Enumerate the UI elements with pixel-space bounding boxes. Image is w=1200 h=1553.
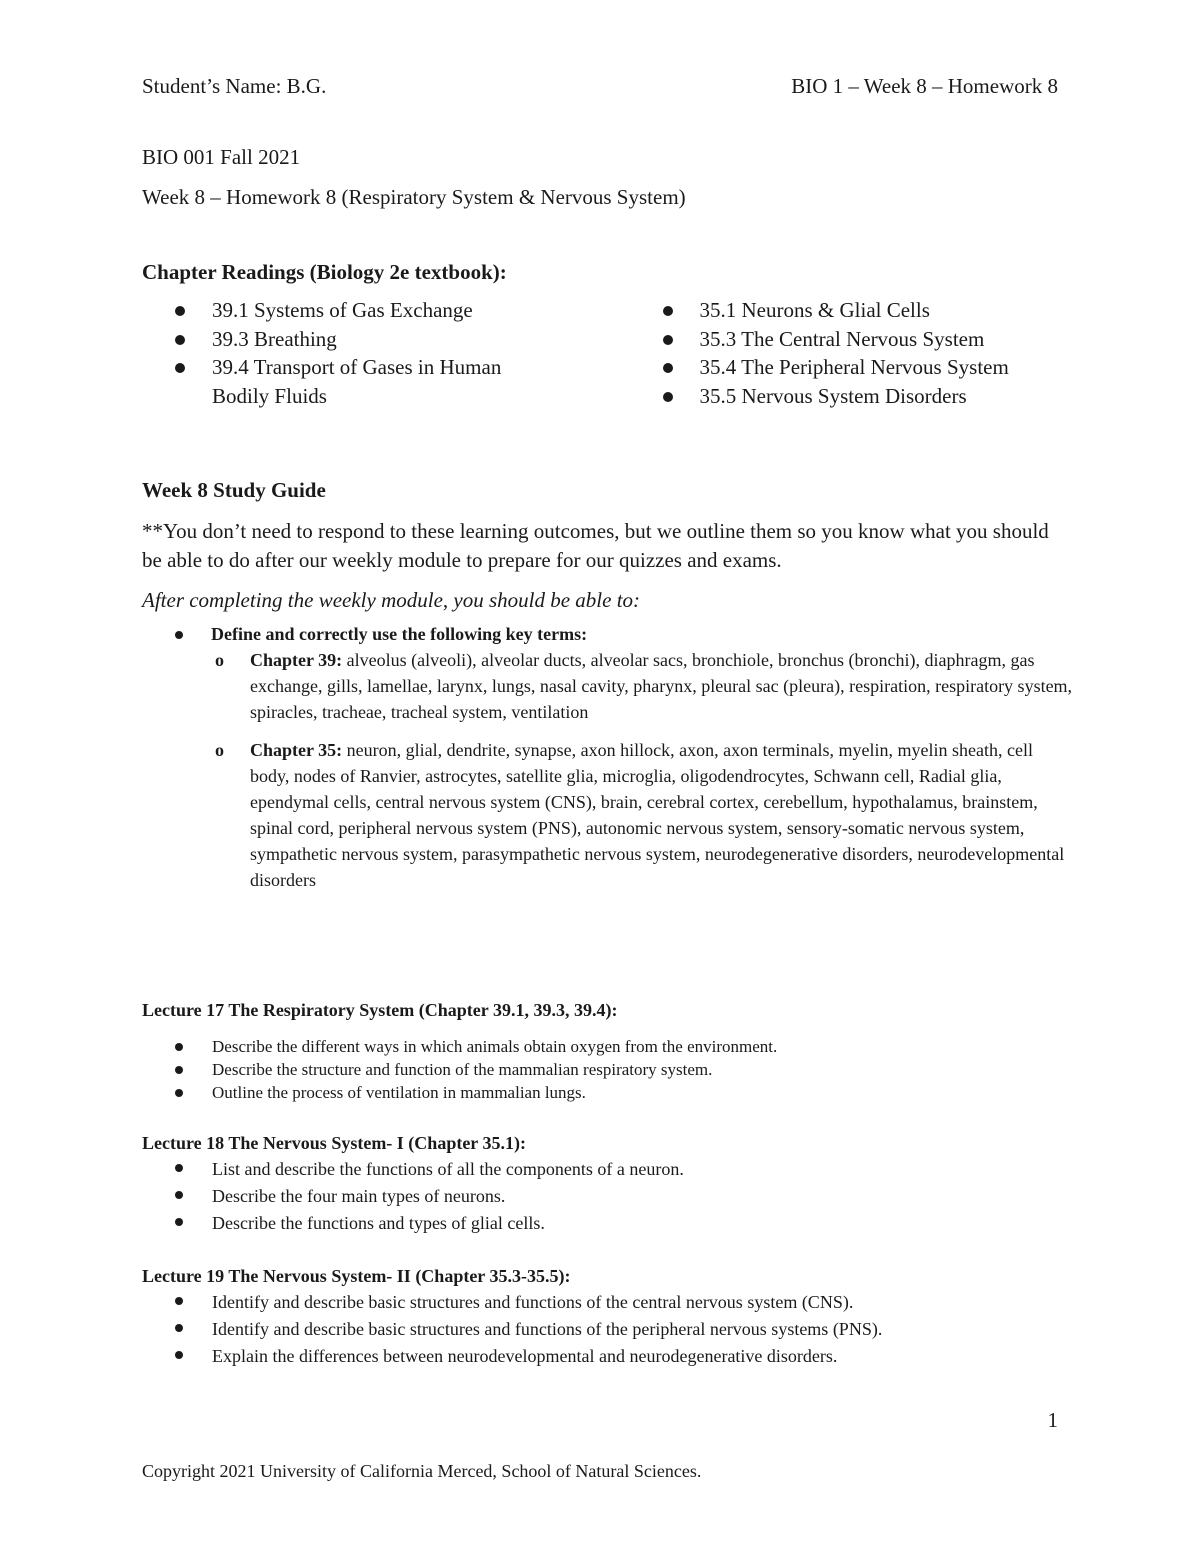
list-item (142, 1183, 1062, 1210)
list-item (142, 1343, 1062, 1370)
reading-item (663, 382, 1073, 411)
list-item (142, 1316, 1062, 1343)
lecture-outcomes (142, 1156, 1062, 1237)
bullet-icon (175, 335, 185, 345)
readings-heading: Chapter Readings (Biology 2e textbook): (142, 260, 507, 284)
outcome-text: Identify and describe basic structures and functions of the central nervous system (CNS). (212, 1292, 854, 1312)
bullet-icon (175, 1351, 183, 1359)
header-student-name: Student’s Name: B.G. (142, 74, 327, 98)
bullet-icon (175, 1066, 183, 1074)
assignment-title: Week 8 – Homework 8 (Respiratory System & Nervous System) (142, 185, 686, 209)
study-guide-note: **You don’t need to respond to these learning outcomes, but we outline them so you know what you should be able to do after our weekly module to prepare for our quizzes and exams. (142, 519, 1049, 572)
outcome-text: Describe the different ways in which animals obtain oxygen from the environment. (212, 1037, 778, 1056)
chapter35-term-list: neuron, glial, dendrite, synapse, axon hillock, axon, axon terminals, myelin, myelin sheath, cell body, nodes of Ranvier, astrocytes, satellite glia, microglia, oligodendrocytes, Schwann cell, Radial glia, ependymal cells, central nervous system (CNS), brain, cerebral cortex, cerebellum, hypothalamus, brainstem, spinal cord, peripheral nervous system (PNS), autonomic nervous system, sensory-somatic nervous system, sympathetic nervous system, parasympathetic nervous system, neurodegenerative disorders, neurodevelopmental disorders (250, 740, 1065, 890)
bullet-icon (175, 1089, 183, 1097)
lecture-title: Lecture 19 The Nervous System- II (Chapter 35.3-35.5): (142, 1266, 571, 1286)
lecture-19-section (142, 1266, 1062, 1370)
list-item (142, 1035, 1062, 1058)
reading-item (175, 353, 546, 410)
bullet-icon (175, 1164, 183, 1172)
bullet-icon (175, 363, 185, 373)
key-terms-section (175, 624, 1075, 893)
header-course-week: BIO 1 – Week 8 – Homework 8 (791, 74, 1058, 98)
outcome-text: Outline the process of ventilation in mammalian lungs. (212, 1083, 586, 1102)
lecture-17-section (142, 1000, 1062, 1104)
study-guide-intro (142, 517, 1062, 615)
reading-item-label: 39.1 Systems of Gas Exchange (212, 298, 473, 322)
page-number: 1 (1047, 1408, 1058, 1432)
chapter39-term-list: alveolus (alveoli), alveolar ducts, alveolar sacs, bronchiole, bronchus (bronchi), diaphragm, gas exchange, gills, lamellae, larynx, lungs, nasal cavity, pharynx, pleural sac (pleura), respiration, respiratory system, spiracles, tracheae, tracheal system, ventilation (250, 650, 1073, 722)
chapter35-label: Chapter 35: (250, 740, 343, 760)
outcome-text: Describe the structure and function of the mammalian respiratory system. (212, 1060, 713, 1079)
reading-item (175, 325, 546, 354)
bullet-icon (175, 1324, 183, 1332)
bullet-icon (175, 1191, 183, 1199)
lecture-18-section (142, 1133, 1062, 1237)
bullet-icon (663, 335, 673, 345)
reading-item-label: 35.4 The Peripheral Nervous System (699, 355, 1009, 379)
list-item (142, 1156, 1062, 1183)
reading-item (663, 296, 1073, 325)
outcome-text: Identify and describe basic structures and functions of the peripheral nervous systems (PNS). (212, 1319, 883, 1339)
reading-item-label: 35.3 The Central Nervous System (699, 326, 985, 351)
bullet-icon (175, 631, 183, 639)
outcome-text: Describe the four main types of neurons. (212, 1186, 506, 1206)
chapter39-terms (142, 647, 1075, 725)
reading-item (663, 353, 1073, 382)
study-guide-heading: Week 8 Study Guide (142, 478, 326, 502)
list-item (142, 1210, 1062, 1237)
bullet-icon (663, 363, 673, 373)
list-item (142, 1058, 1062, 1081)
lecture-title: Lecture 18 The Nervous System- I (Chapter 35.1): (142, 1133, 526, 1153)
bullet-icon (175, 1218, 183, 1226)
key-terms-heading-label: Define and correctly use the following key terms: (211, 624, 588, 644)
lecture-outcomes (142, 1035, 1062, 1104)
bullet-icon (663, 392, 673, 402)
reading-item (663, 325, 1073, 354)
reading-item-label: 39.3 Breathing (212, 326, 337, 351)
reading-item (175, 296, 546, 325)
outcome-text: Describe the functions and types of glial cells. (212, 1213, 545, 1233)
study-guide-lead-in: After completing the weekly module, you should be able to: (142, 588, 641, 612)
bullet-icon (175, 1043, 183, 1051)
reading-item-label: 39.4 Transport of Gases in Human Bodily Fluids (212, 355, 502, 408)
lecture-outcomes (142, 1289, 1062, 1370)
reading-item-label: 35.1 Neurons & Glial Cells (699, 298, 930, 322)
bullet-icon (663, 306, 673, 316)
list-item (142, 1289, 1062, 1316)
footer-copyright: Copyright 2021 University of California Merced, School of Natural Sciences. (142, 1461, 702, 1481)
chapter39-label: Chapter 39: (250, 650, 343, 670)
reading-item-label: 35.5 Nervous System Disorders (699, 383, 967, 408)
key-terms-heading (175, 624, 1075, 645)
outcome-text: Explain the differences between neurodevelopmental and neurodegenerative disorders. (212, 1346, 838, 1366)
list-item (142, 1081, 1062, 1104)
bullet-icon (175, 306, 185, 316)
sub-bullet-icon: o (215, 740, 224, 760)
readings-list (142, 296, 1072, 410)
course-name: BIO 001 Fall 2021 (142, 145, 301, 169)
readings-left-column (175, 296, 546, 410)
lecture-title: Lecture 17 The Respiratory System (Chapter 39.1, 39.3, 39.4): (142, 1000, 618, 1020)
readings-right-column (663, 296, 1073, 410)
bullet-icon (175, 1297, 183, 1305)
outcome-text: List and describe the functions of all the components of a neuron. (212, 1159, 684, 1179)
chapter35-terms (142, 737, 1075, 893)
sub-bullet-icon: o (215, 650, 224, 670)
